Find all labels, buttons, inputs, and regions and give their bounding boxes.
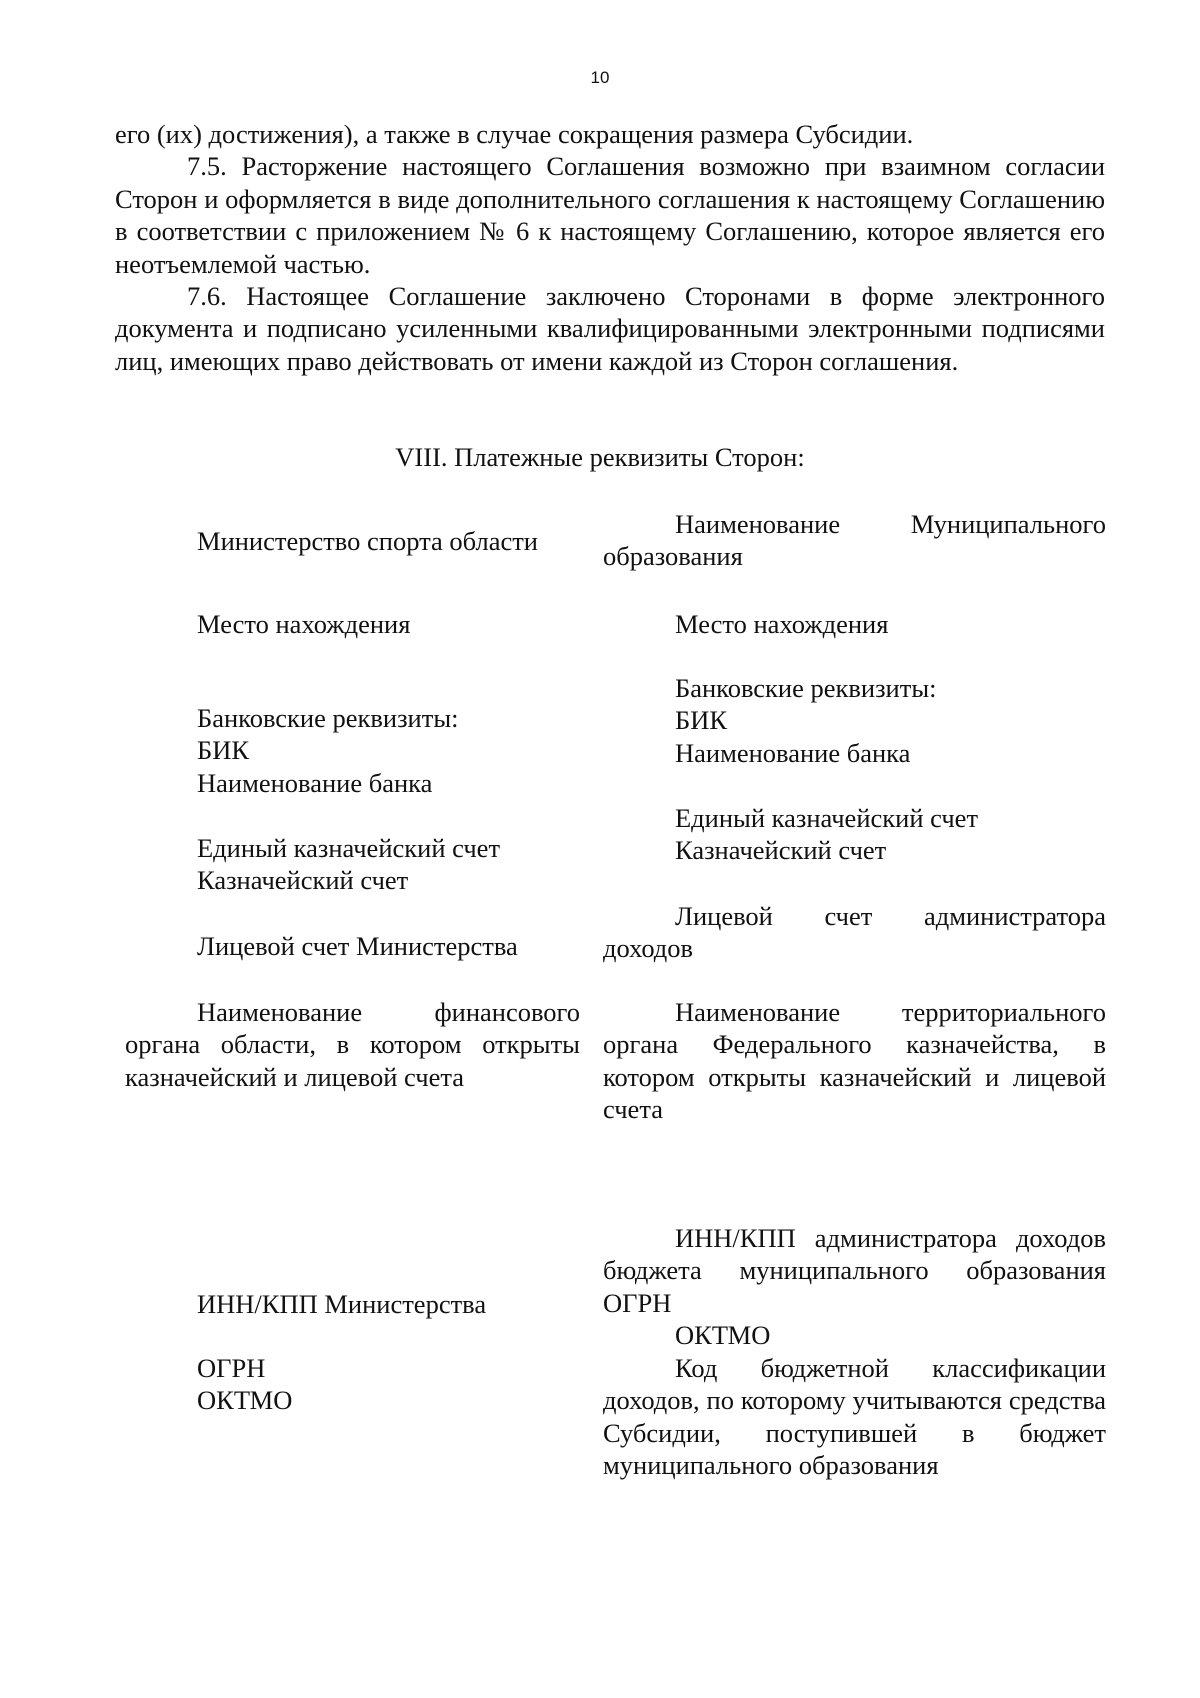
right-single-treasury-account: Единый казначейский счет (675, 803, 979, 833)
section-title: VIII. Платежные реквизиты Сторон: (395, 442, 805, 472)
right-party-name: Наименование Муниципального образования (603, 509, 1106, 572)
right-budget-code: Код бюджетной классификации доходов, по которому учитываются средства Субсидии, поступившей в бюджет муниципального образования (603, 1353, 1106, 1481)
left-personal-account: Лицевой счет Министерства (197, 931, 518, 961)
left-location: Место нахождения (197, 609, 411, 639)
right-bank-name: Наименование банка (675, 737, 911, 768)
right-treasury-body: Наименование территориального органа Федерального казначейства, в котором открыты казначейский и лицевой счета (603, 997, 1106, 1125)
right-inn-kpp-ogrn: ИНН/КПП администратора доходов бюджета муниципального образования ОГРН (603, 1223, 1106, 1318)
right-location: Место нахождения (675, 609, 889, 639)
left-party-name: Министерство спорта области (197, 526, 538, 556)
left-bik: БИК (197, 735, 250, 766)
left-single-treasury-account: Единый казначейский счет (197, 833, 501, 863)
left-bank-block (125, 702, 652, 799)
right-treasury-account: Казначейский счет (675, 835, 887, 866)
left-treasury-account: Казначейский счет (197, 865, 409, 896)
right-bank-block (603, 672, 1178, 769)
left-ids-block (125, 1352, 652, 1417)
left-oktmo: ОКТМО (197, 1385, 293, 1416)
left-finance-body: Наименование финансового органа области, в котором открыты казначейский и лицевой счета (125, 997, 580, 1092)
left-bank-name: Наименование банка (197, 767, 433, 798)
right-oktmo: ОКТМО (675, 1320, 771, 1350)
right-bank-details: Банковские реквизиты: (675, 673, 937, 703)
left-ogrn: ОГРН (197, 1353, 266, 1383)
right-personal-account: Лицевой счет администратора доходов (603, 901, 1106, 964)
right-bik: БИК (675, 705, 728, 736)
paragraph-7-6: 7.6. Настоящее Соглашение заключено Сторонами в форме электронного документа и подписано усиленными квалифицированными электронными подписями лиц, имеющих право действовать от имени каждой из Сторон соглашения. (115, 281, 1105, 376)
right-accounts-block (603, 802, 1178, 867)
left-inn-kpp: ИНН/КПП Министерства (197, 1289, 487, 1319)
agreement-text (115, 118, 1105, 377)
paragraph-7-5: 7.5. Расторжение настоящего Соглашения возможно при взаимном согласии Сторон и оформляется в виде дополнительного соглашения к настоящему Соглашению в соответствии с приложением № 6 к настоящему Соглашению, которое является его неотъемлемой частью. (115, 151, 1105, 279)
paragraph-continuation: его (их) достижения), а также в случае сокращения размера Субсидии. (115, 119, 914, 149)
page-number: 10 (590, 68, 610, 87)
left-bank-details: Банковские реквизиты: (197, 703, 459, 733)
left-accounts-block (125, 832, 652, 897)
